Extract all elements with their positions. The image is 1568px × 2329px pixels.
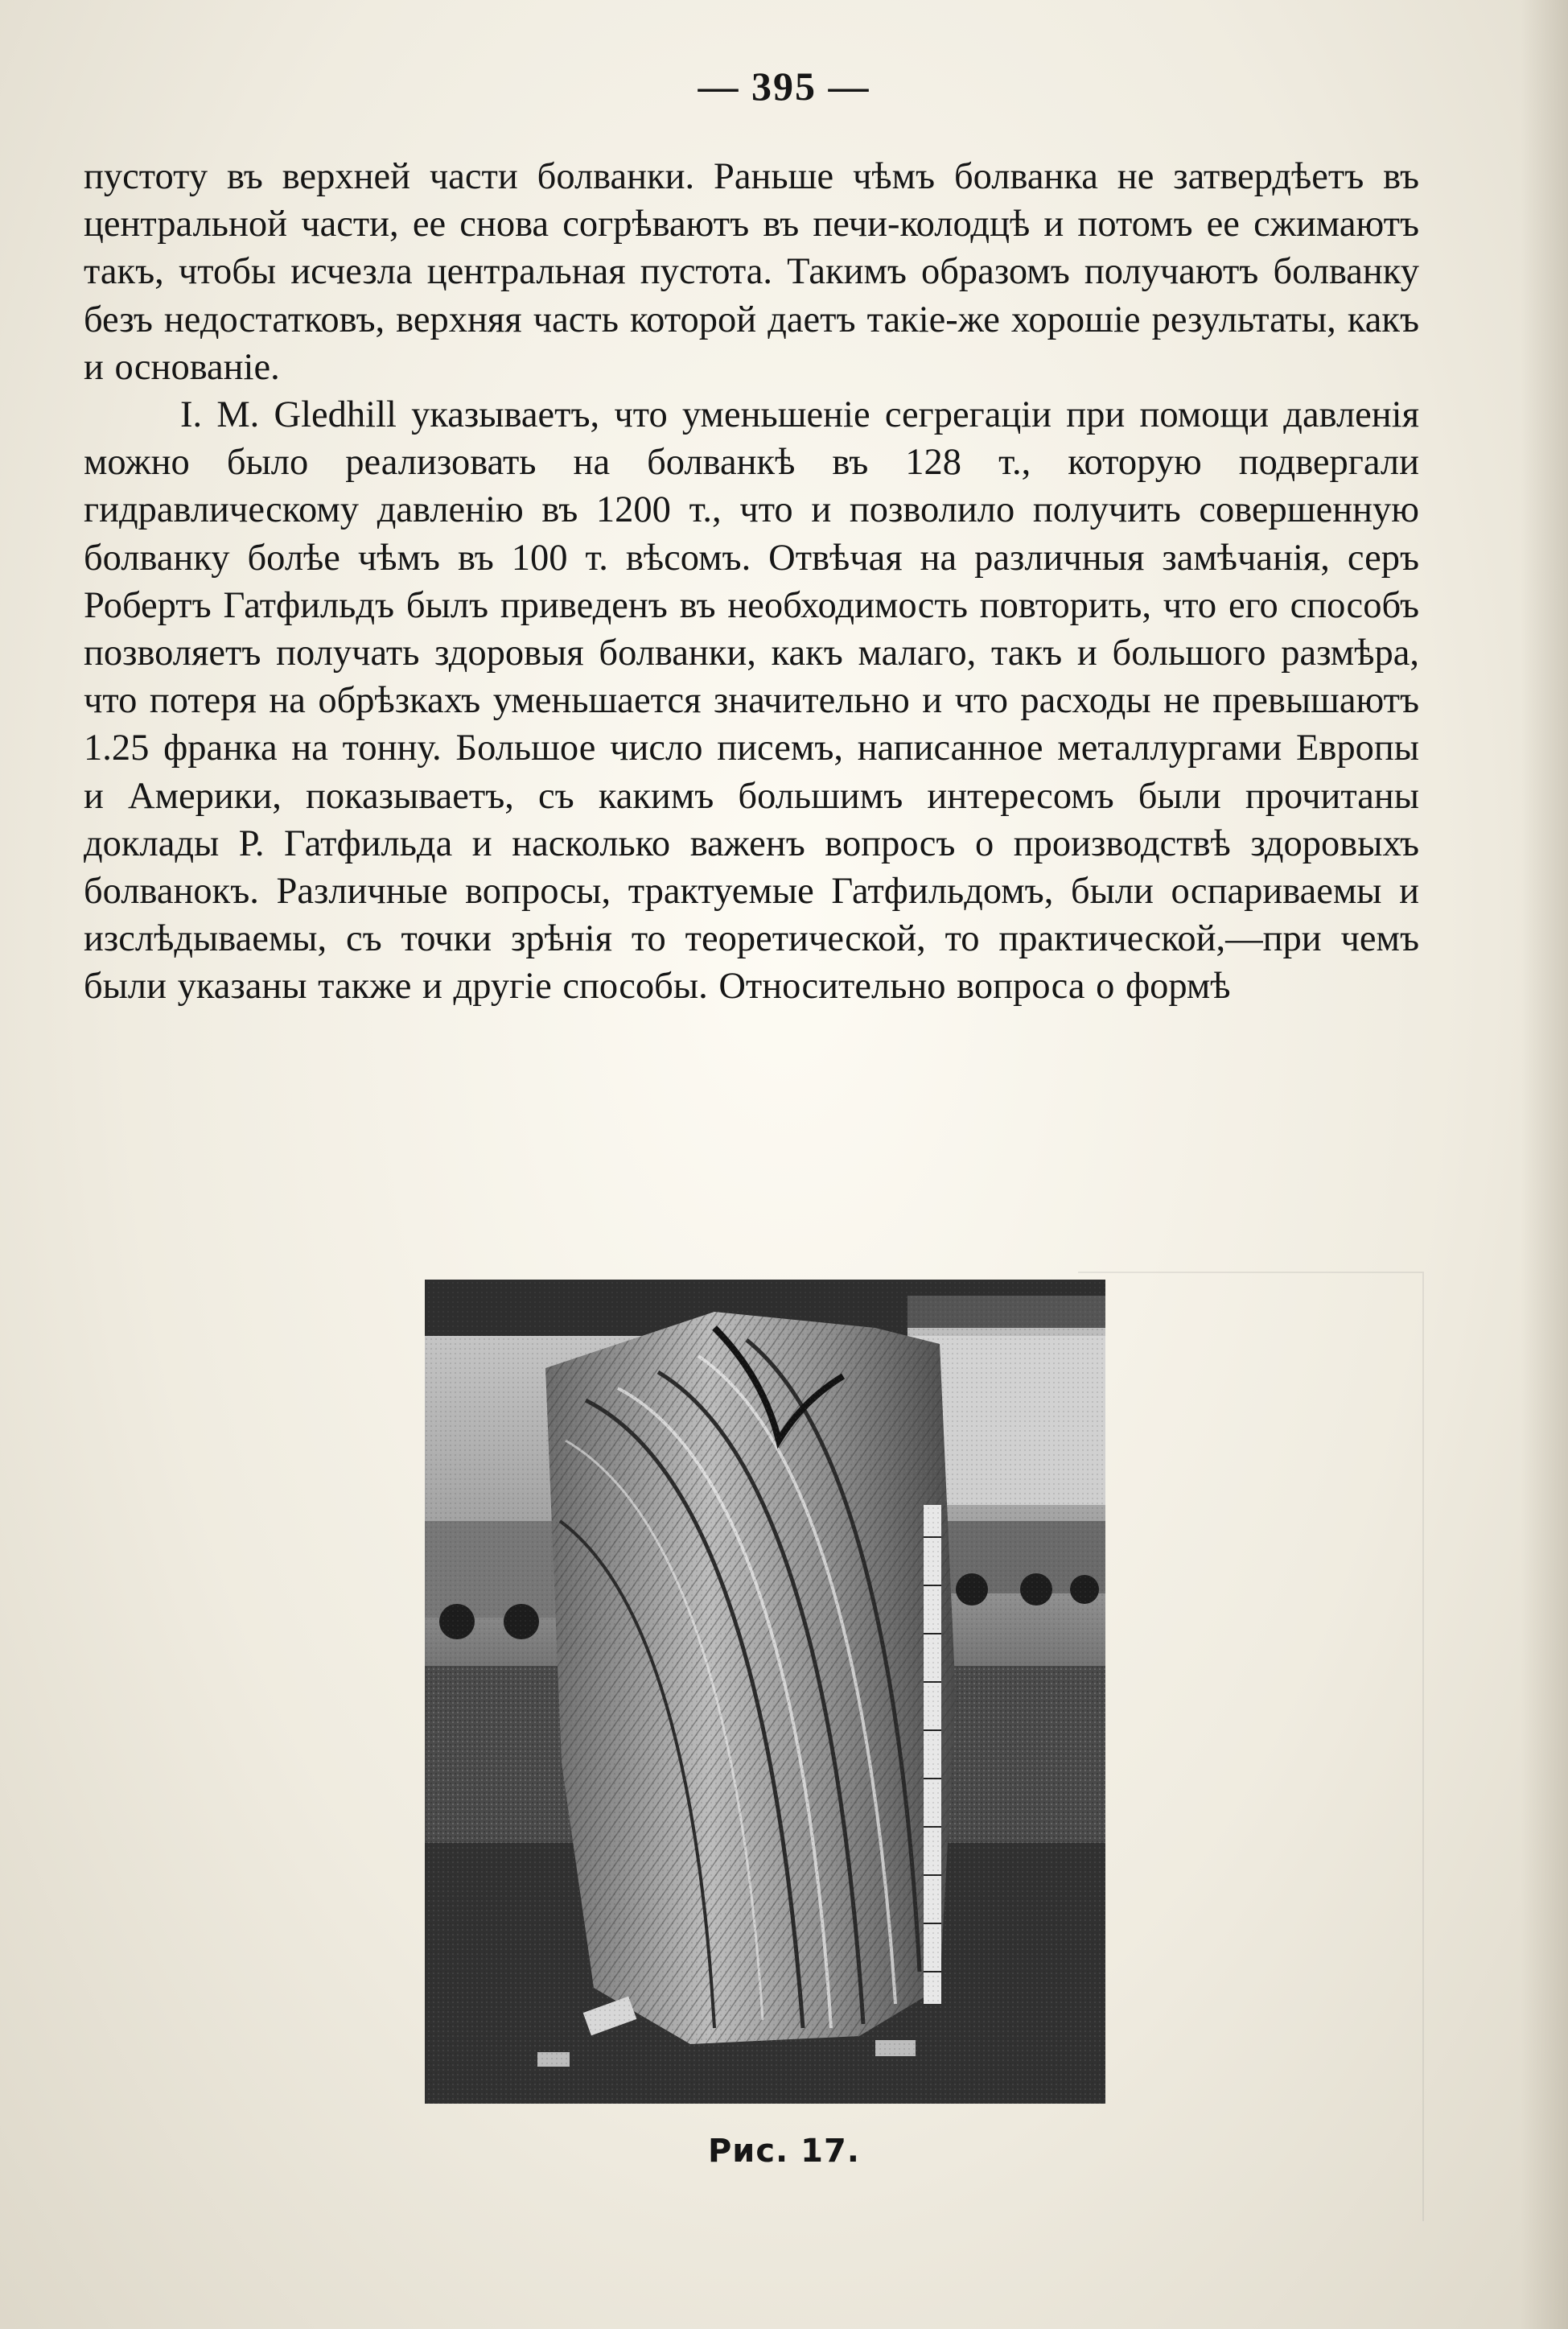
ingot-photo-illustration <box>425 1280 1105 2104</box>
figure-caption: Рис. 17. <box>707 2133 861 2170</box>
page-edge-shadow <box>1521 0 1568 2329</box>
body-text <box>84 153 1419 1011</box>
page-number: — 395 — <box>698 64 870 109</box>
paragraph-1: пустоту въ верхней части болванки. Раньше чѣмъ болванка не затвердѣетъ въ центральной части, ее снова согрѣваютъ въ печи-колодцѣ и потомъ ее сжимаютъ такъ, чтобы исчезла центральная пустота. Такимъ образомъ получаютъ болванку безъ недостатковъ, верхняя часть которой даетъ такіе-же хорошіе результаты, какъ и основаніе. <box>84 156 1419 388</box>
figure-17-photograph <box>425 1280 1105 2104</box>
paragraph-2: I. M. Gledhill указываетъ, что уменьшеніе сегрегаціи при помощи давленія можно было реализовать на болванкѣ въ 128 т., которую подвергали гидравлическому давленію въ 1200 т., что и позволило получить совершенную болванку болѣе чѣмъ въ 100 т. вѣсомъ. Отвѣчая на различныя замѣчанія, серъ Робертъ Гатфильдъ былъ приведенъ въ необходимость повторить, что его способъ позволяетъ получать здоровыя болванки, какъ малаго, такъ и большого размѣра, что потеря на обрѣзкахъ уменьшается значительно и что расходы не превышаютъ 1.25 франка на тонну. Большое число писемъ, написанное металлургами Европы и Америки, показываетъ, съ какимъ большимъ интересомъ были прочитаны доклады Р. Гатфильда и насколько важенъ вопросъ о производствѣ здоровыхъ болванокъ. Различные вопросы, трактуемые Гатфильдомъ, были оспариваемы и изслѣдываемы, съ точки зрѣнія то теоретической, то практической,—при чемъ были указаны также и другіе способы. Относительно вопроса о формѣ <box>84 394 1419 1008</box>
bleed-through-ghost-figure <box>1078 1272 1424 2221</box>
